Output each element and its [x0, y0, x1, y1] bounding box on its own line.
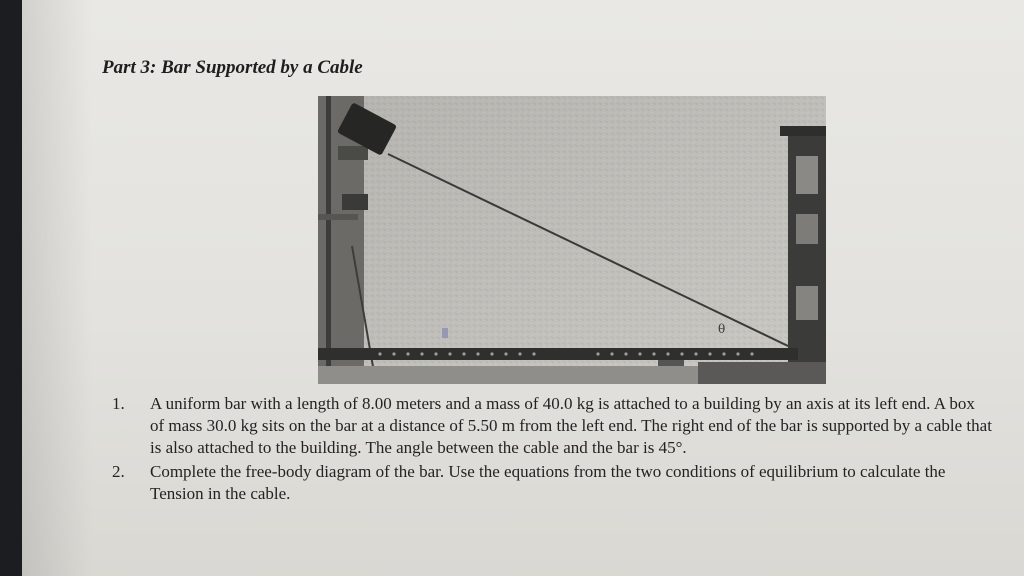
question-text: A uniform bar with a length of 8.00 meters and a mass of 40.0 kg is attached to a building by an axis at its left end. A box of mass 30.0 kg sits on the bar at a distance of 5.50 m from the left end. The right end of the bar is supported by a cable that is also attached to the building. The angle between the cable and the bar is 45°. — [150, 394, 992, 457]
question-item — [112, 461, 992, 505]
bar-cable-photo — [318, 96, 826, 384]
question-list — [112, 393, 992, 507]
question-item — [112, 393, 992, 459]
angle-label: θ — [718, 322, 726, 336]
question-number: 2. — [112, 462, 125, 481]
question-text: Complete the free-body diagram of the bar. Use the equations from the two conditions of equilibrium to calculate the Tension in the cable. — [150, 462, 946, 503]
section-title: Part 3: Bar Supported by a Cable — [102, 57, 363, 78]
bar-cable-photo-svg — [318, 96, 826, 384]
bar — [318, 348, 798, 360]
page-shadow — [22, 0, 92, 576]
question-number: 1. — [112, 394, 125, 413]
